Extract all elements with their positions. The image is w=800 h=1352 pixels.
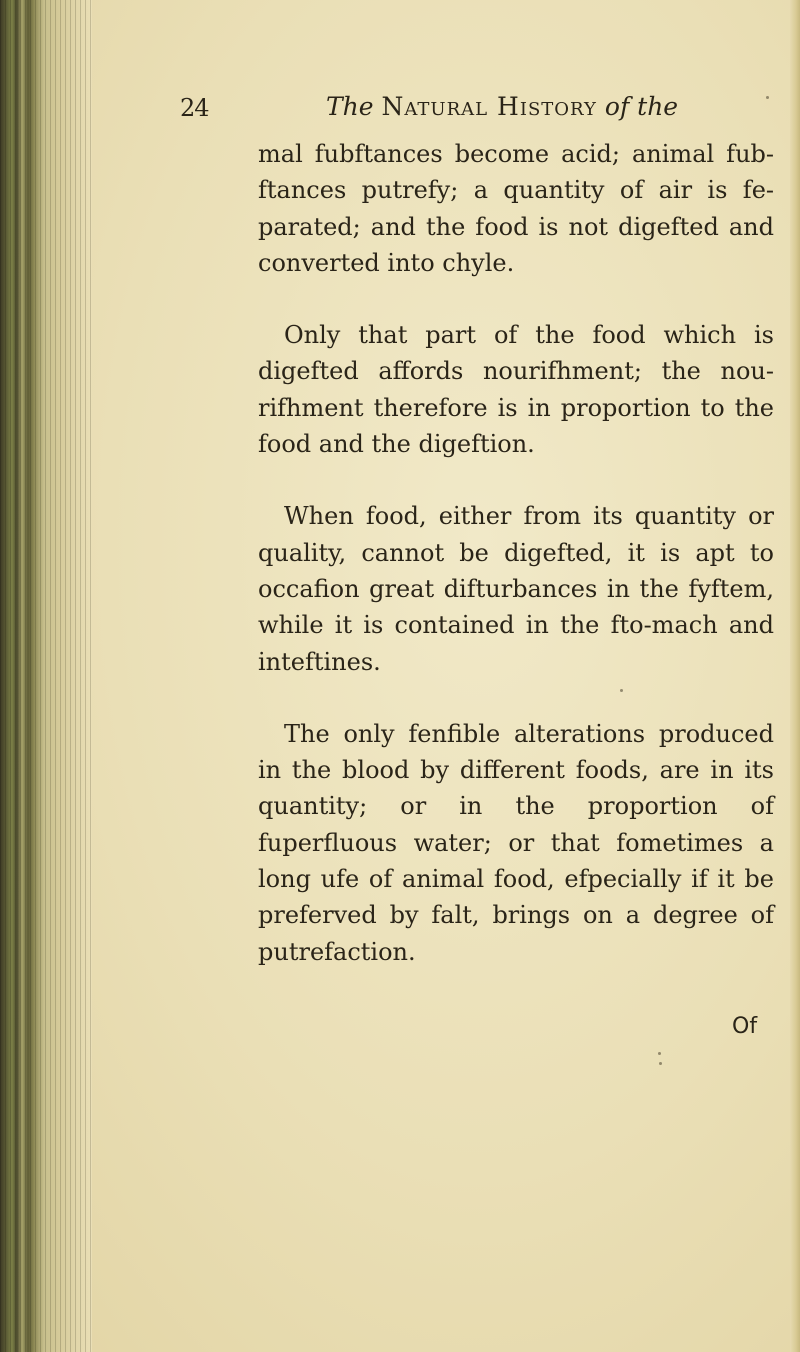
page-edge xyxy=(790,0,800,1352)
paragraph-4: The only fenfible alterations produced in the blood by different foods, are in its quantity; or in the proportion of fuperfluous water; or that fometimes a long ufe of animal food, efpecially if it be preferved by falt, brings on a degree of putrefaction. xyxy=(258,719,774,966)
ink-spot xyxy=(659,1062,662,1065)
page-header xyxy=(180,92,780,132)
running-head-article: The xyxy=(326,92,374,121)
running-head-title: Natural History xyxy=(381,92,597,121)
running-head-article-2: the xyxy=(637,92,679,121)
ink-spot xyxy=(620,689,623,692)
paragraph-3: When food, either from its quantity or quality, cannot be digefted, it is apt to occafion great difturbances in the fyftem, while it is contained in the fto-mach and inteftines. xyxy=(258,502,774,676)
ink-spot xyxy=(766,96,769,99)
paragraph-2: Only that part of the food which is digefted affords nourifhment; the nou-rifhment therefore is in proportion to the food and the digeftion. xyxy=(258,321,774,459)
body-text xyxy=(258,136,774,970)
gutter-texture xyxy=(0,0,92,1352)
paragraph-1: mal fubftances become acid; animal fub-ftances putrefy; a quantity of air is fe-parated; and the food is not digefted and converted into chyle. xyxy=(258,140,774,277)
catchword: Of xyxy=(732,1014,758,1039)
page-number: 24 xyxy=(180,94,209,122)
ink-spot xyxy=(658,1052,661,1055)
running-head xyxy=(326,92,678,121)
running-head-preposition: of xyxy=(604,92,630,121)
